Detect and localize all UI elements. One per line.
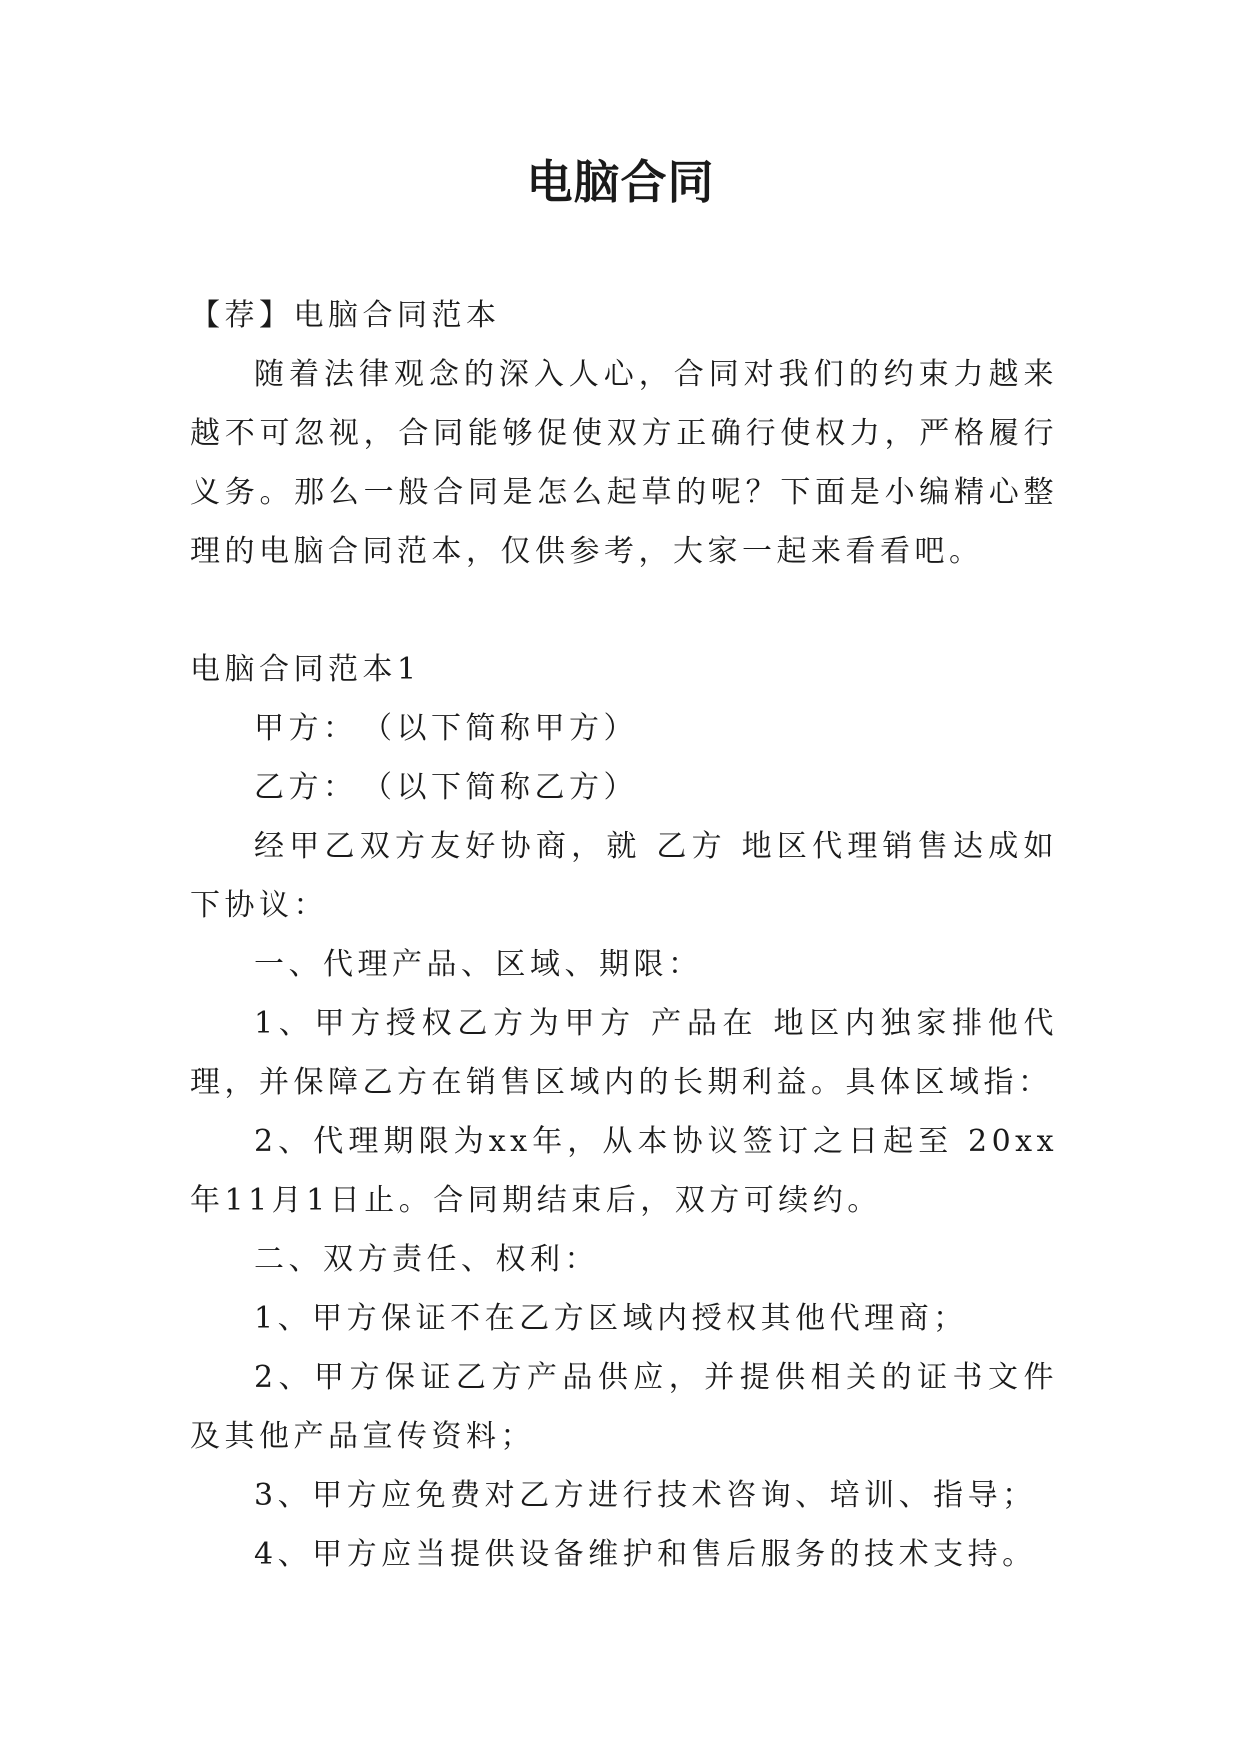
recommend-heading: 【荐】电脑合同范本 xyxy=(190,298,501,333)
party-a-line: 甲方： （以下简称甲方） xyxy=(254,711,638,746)
clause-item: 2、甲方保证乙方产品供应，并提供相关的证书文件及其他产品宣传资料； xyxy=(190,1360,1058,1454)
section-heading: 电脑合同范本1 xyxy=(190,652,421,687)
clause-item: 3、甲方应免费对乙方进行技术咨询、培训、指导； xyxy=(254,1478,1037,1513)
document-title: 电脑合同 xyxy=(526,155,715,209)
clause-heading-2: 二、双方责任、权利： xyxy=(254,1242,599,1277)
intro-paragraph: 随着法律观念的深入人心，合同对我们的约束力越来越不可忽视，合同能够促使双方正确行使权力，严格履行义务。那么一般合同是怎么起草的呢？下面是小编精心整理的电脑合同范本，仅供参考，大家一起来看看吧。 xyxy=(190,357,1058,569)
clause-item: 1、甲方授权乙方为甲方 产品在 地区内独家排他代理，并保障乙方在销售区域内的长期利益。具体区域指： xyxy=(190,1006,1058,1100)
agreement-paragraph: 经甲乙双方友好协商，就 乙方 地区代理销售达成如下协议： xyxy=(190,829,1058,923)
document-body xyxy=(190,286,1058,1584)
clause-item: 4、甲方应当提供设备维护和售后服务的技术支持。 xyxy=(254,1537,1037,1572)
clause-item: 1、甲方保证不在乙方区域内授权其他代理商； xyxy=(254,1301,968,1336)
clause-item: 2、代理期限为xx年，从本协议签订之日起至 20xx年11月1日止。合同期结束后，双方可续约。 xyxy=(190,1124,1058,1218)
party-b-line: 乙方： （以下简称乙方） xyxy=(254,770,638,805)
clause-heading-1: 一、代理产品、区域、期限： xyxy=(254,947,703,982)
section-gap xyxy=(190,581,1058,640)
